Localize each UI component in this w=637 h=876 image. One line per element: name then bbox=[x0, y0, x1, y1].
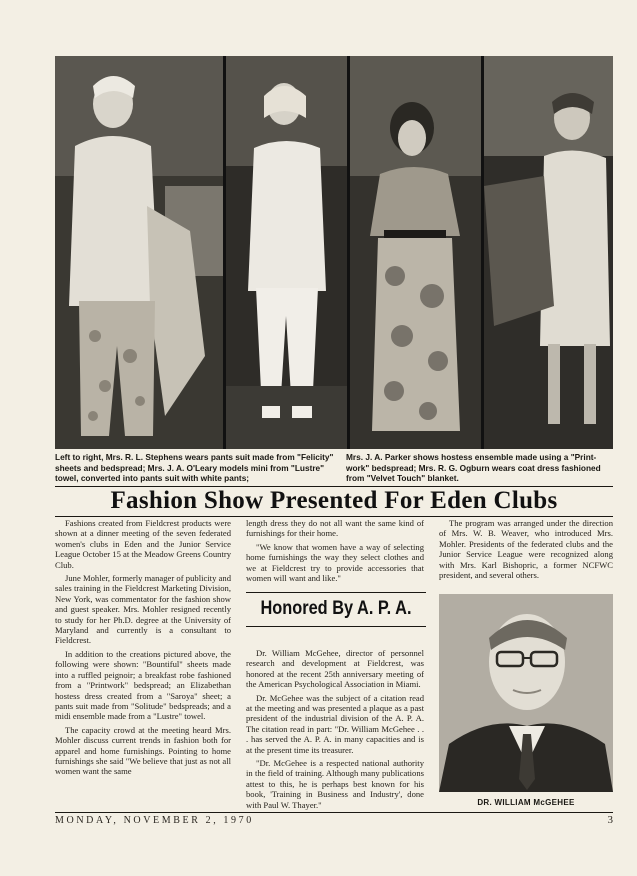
article-paragraph: "Dr. McGehee is a respected national authority in the field of training. Although many publications attest to this, he is perhaps best known for his book, 'Training in Business and Industry', done with Paul W. Thayer." bbox=[246, 758, 424, 810]
footer-date: MONDAY, NOVEMBER 2, 1970 bbox=[55, 815, 254, 826]
article-paragraph: The program was arranged under the direction of Mrs. W. B. Weaver, who introduced Mrs. Mohler. Presidents of the federated clubs and the Junior Service League were recognized along with Mrs. Karl Bishopric, a former NCFWC president, and several others. bbox=[439, 518, 613, 581]
photo-mrs-ogburn bbox=[484, 56, 613, 449]
portrait-caption: DR. WILLIAM McGEHEE bbox=[477, 798, 575, 807]
headline: Fashion Show Presented For Eden Clubs bbox=[110, 487, 558, 514]
photo-caption-left: Left to right, Mrs. R. L. Stephens wears pants suit made from "Felicity" sheets and bedspread; Mrs. J. A. O'Leary models mini from "Lustre" towel, converted into pants suit with white pants; bbox=[55, 452, 334, 483]
honored-article bbox=[246, 648, 424, 813]
article-paragraph: Dr. McGehee was the subject of a citation read at the meeting and was presented a plaque as a past president of the industrial division of the A. P. A. The citation read in part: "Dr. William McGehee . . . has served the A. P. A. in many capacities and is at the present time its treasurer. bbox=[246, 692, 424, 755]
article-column-2 bbox=[246, 518, 424, 586]
photo-mrs-stephens bbox=[55, 56, 223, 449]
photo-caption-right: Mrs. J. A. Parker shows hostess ensemble made using a "Print-work" bedspread; Mrs. R. G. Ogburn wears coat dress fashioned from "Velvet Touch" blanket. bbox=[346, 452, 601, 483]
headline-rule-bottom bbox=[55, 516, 613, 517]
footer-rule bbox=[55, 812, 613, 813]
portrait-photo bbox=[439, 594, 613, 792]
fashion-photo-strip bbox=[55, 56, 613, 449]
page-number: 3 bbox=[607, 814, 613, 826]
article-paragraph: length dress they do not all want the same kind of furnishings for their home. bbox=[246, 518, 424, 539]
article-paragraph: In addition to the creations pictured above, the following were shown: "Bountiful" sheets made into a ruffled peignoir; a breakfast robe fashioned from a "Printwork" bedspread; an Elizabethan hostess dress created from a "Saroya" sheet; a pants suit made from "Solitude" bedspreads; and a midi ensemble made from a "Lustre" towel. bbox=[55, 648, 231, 722]
photo-mrs-parker bbox=[350, 56, 481, 449]
article-paragraph: "We know that women have a way of selecting home furnishings the way they select clothes and we at Fieldcrest try to provide accessories that women will want and like." bbox=[246, 541, 424, 584]
photo-mrs-oleary bbox=[226, 56, 347, 449]
article-column-3 bbox=[439, 518, 613, 583]
article-paragraph: Dr. William McGehee, director of personnel research and development at Fieldcrest, was honored at the recent 25th anniversary meeting of the American Psychological Association in Miami. bbox=[246, 648, 424, 690]
article-column-1 bbox=[55, 518, 231, 780]
honored-subhead-box bbox=[246, 592, 426, 627]
article-paragraph: The capacity crowd at the meeting heard Mrs. Mohler discuss current trends in fashion both for apparel and home furnishings. Pointing to home furnishings she said "We believe that just as not all women want the same bbox=[55, 724, 231, 777]
honored-subhead: Honored By A. P. A. bbox=[260, 598, 412, 619]
article-paragraph: Fashions created from Fieldcrest products were shown at a dinner meeting of the seven federated women's clubs in Eden and the Junior Service League October 15 at the Meadow Greens Country Club. bbox=[55, 518, 231, 570]
article-paragraph: June Mohler, formerly manager of publicity and sales training in the Fieldcrest Marketing Division, New York, was commentator for the fashion show and guest speaker. Mrs. Mohler resigned recently to study for her Ph.D. degree at the University of Maryland and currently is a consultant to Fieldcrest. bbox=[55, 573, 231, 646]
